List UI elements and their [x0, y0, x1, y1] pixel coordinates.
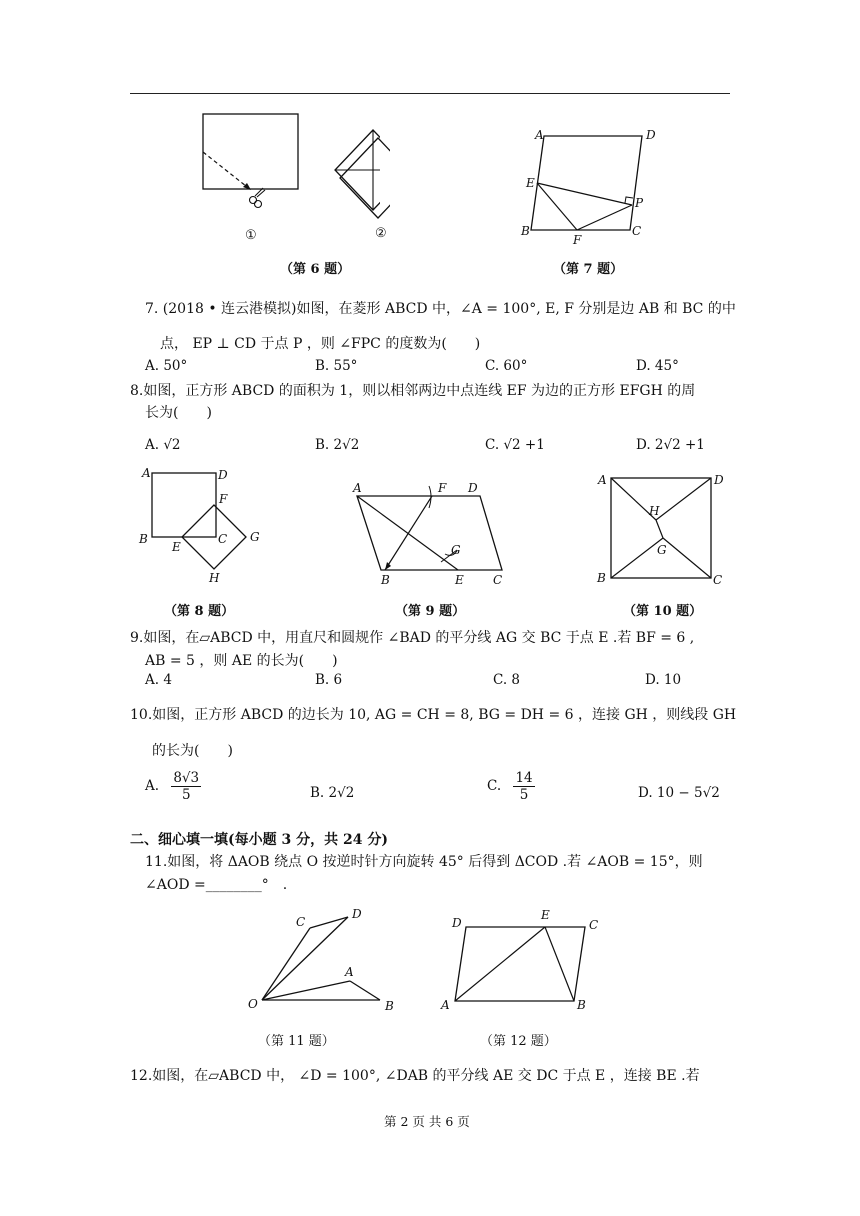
fig6-label-2: ② [375, 226, 387, 241]
q7-option-d[interactable]: D. 45° [636, 358, 679, 374]
q8-option-b[interactable]: B. 2√2 [315, 437, 360, 453]
fig7-label-p: P [635, 196, 644, 210]
figure-8 [135, 465, 270, 590]
fig9-label-d: D [468, 481, 478, 495]
fig9-label-a: A [353, 481, 362, 495]
q10-option-c-fraction [513, 770, 534, 803]
fig8-label-d: D [218, 468, 228, 482]
figure-12 [435, 905, 610, 1015]
fig8-label-g: G [250, 530, 260, 544]
q9-line-2: AB = 5 ，则 AE 的长为( ) [145, 653, 338, 669]
header-rule [130, 93, 730, 94]
scissors-icon [250, 188, 266, 208]
q10-option-a-prefix: A. [145, 778, 160, 795]
q10-option-a-fraction [171, 770, 201, 803]
fig12-label-e: E [541, 908, 550, 922]
fig10-label-h: H [649, 504, 660, 518]
q9-option-d[interactable]: D. 10 [645, 672, 682, 688]
fig11-label-a: A [345, 965, 354, 979]
fig8-label-c: C [218, 532, 228, 546]
fig6-label-1: ① [245, 228, 257, 243]
fig9-label-g: G [451, 543, 461, 557]
q9-option-a[interactable]: A. 4 [145, 672, 172, 688]
q8-option-c[interactable]: C. √2 +1 [485, 437, 545, 453]
q7-line-1: 7. (2018 • 连云港模拟)如图，在菱形 ABCD 中，∠A = 100°, E, F 分别是边 AB 和 BC 的中 [145, 301, 736, 317]
fig12-label-b: B [577, 998, 586, 1012]
q12-line-1: 12.如图，在▱ABCD 中， ∠D = 100°, ∠DAB 的平分线 AE 交 DC 于点 E ，连接 BE .若 [130, 1068, 700, 1084]
q7-option-c[interactable]: C. 60° [485, 358, 528, 374]
caption-q6: （第 6 题） [280, 262, 351, 277]
fig12-label-a: A [441, 998, 450, 1012]
figure-10 [593, 470, 728, 590]
fig10-label-g: G [657, 543, 667, 557]
fig7-label-c: C [632, 224, 642, 238]
q10-option-b[interactable]: B. 2√2 [310, 785, 355, 801]
fig12-label-c: C [589, 918, 599, 932]
q7-option-a[interactable]: A. 50° [145, 358, 188, 374]
q10-option-c-prefix: C. [487, 778, 502, 795]
fig6-square-cut [203, 114, 298, 190]
q9-option-b[interactable]: B. 6 [315, 672, 343, 688]
q10-option-a[interactable] [145, 770, 201, 803]
q11-line-2: ∠AOD =________° . [145, 877, 288, 893]
fig10-label-d: D [714, 473, 724, 487]
fig11-label-d: D [352, 907, 362, 921]
caption-q9: （第 9 题） [395, 604, 466, 619]
caption-q7: （第 7 题） [553, 262, 624, 277]
q9-line-1: 9.如图，在▱ABCD 中，用直尺和圆规作 ∠BAD 的平分线 AG 交 BC 于点 E .若 BF = 6 , [130, 630, 695, 646]
fig9-label-c: C [493, 573, 503, 587]
figure-11 [240, 900, 405, 1015]
fig9-label-b: B [381, 573, 390, 587]
q8-line-1: 8.如图，正方形 ABCD 的面积为 1，则以相邻两边中点连线 EF 为边的正方形 EFGH 的周 [130, 383, 696, 399]
fig7-label-b: B [521, 224, 530, 238]
q8-line-2: 长为( ) [145, 405, 212, 421]
caption-q12: （第 12 题） [480, 1034, 557, 1049]
q8-option-a[interactable]: A. √2 [145, 437, 181, 453]
caption-q10: （第 10 题） [623, 604, 703, 619]
fig9-label-f: F [438, 481, 447, 495]
fig10-label-c: C [713, 573, 723, 587]
fig11-label-b: B [385, 999, 394, 1013]
q10-line-2: 的长为( ) [152, 743, 233, 759]
q7-option-b[interactable]: B. 55° [315, 358, 358, 374]
fig11-label-o: O [248, 997, 258, 1011]
page-footer: 第 2 页 共 6 页 [384, 1114, 470, 1129]
q11-line-1: 11.如图，将 ΔAOB 绕点 O 按逆时针方向旋转 45° 后得到 ΔCOD .若 ∠AOB = 15°，则 [145, 854, 703, 870]
q10-option-a-denominator: 5 [181, 787, 191, 804]
q10-option-c-denominator: 5 [519, 787, 529, 804]
fig8-label-b: B [139, 532, 148, 546]
fig8-label-e: E [172, 540, 181, 554]
fig8-label-f: F [219, 492, 228, 506]
fig8-label-h: H [209, 571, 220, 585]
q9-option-c[interactable]: C. 8 [493, 672, 521, 688]
q10-option-a-numerator: 8√3 [173, 770, 200, 786]
figure-7 [515, 125, 665, 250]
q10-option-d[interactable]: D. 10 − 5√2 [638, 785, 720, 801]
q8-option-d[interactable]: D. 2√2 +1 [636, 437, 705, 453]
fig10-label-b: B [597, 571, 606, 585]
section-2-heading: 二、细心填一填(每小题 3 分，共 24 分) [130, 832, 388, 848]
q10-line-1: 10.如图，正方形 ABCD 的边长为 10, AG = CH = 8, BG = DH = 6 ，连接 GH ，则线段 GH [130, 707, 737, 723]
figure-9 [345, 478, 520, 588]
fig7-label-e: E [526, 176, 535, 190]
fig10-label-a: A [598, 473, 607, 487]
fig9-label-e: E [455, 573, 464, 587]
q10-option-c-numerator: 14 [515, 770, 533, 786]
fig7-label-d: D [646, 128, 656, 142]
q10-option-c[interactable] [487, 770, 535, 803]
fig12-label-d: D [452, 916, 462, 930]
fig7-label-f: F [573, 233, 582, 247]
fig8-label-a: A [142, 466, 151, 480]
caption-q11: （第 11 题） [258, 1034, 335, 1049]
q7-line-2: 点， EP ⊥ CD 于点 P ，则 ∠FPC 的度数为( ) [160, 336, 481, 352]
caption-q8: （第 8 题） [164, 604, 235, 619]
fig11-label-c: C [296, 915, 306, 929]
figure-6-part2 [330, 108, 390, 243]
fig7-label-a: A [535, 128, 544, 142]
